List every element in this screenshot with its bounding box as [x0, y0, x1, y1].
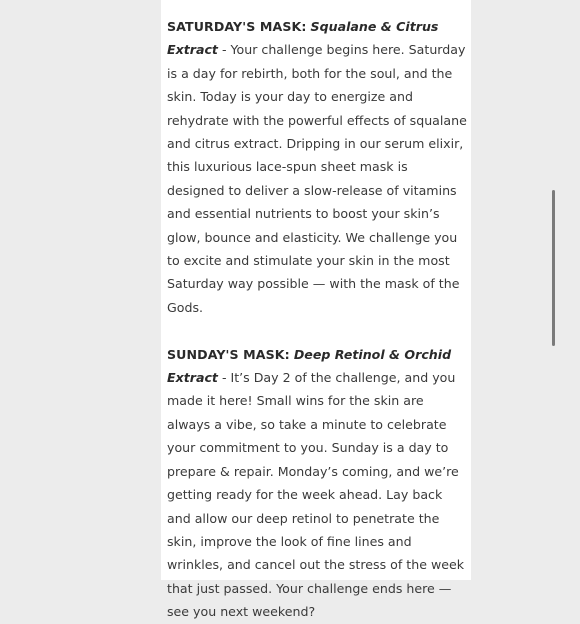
saturday-mask-name: Squalane & Citrus Extract [167, 19, 439, 58]
sunday-mask-paragraph [167, 343, 469, 624]
content-sheet [161, 0, 471, 620]
saturday-mask-paragraph [167, 15, 469, 319]
sunday-mask-name: Deep Retinol & Orchid Extract [167, 346, 452, 386]
mask-description-text [167, 15, 469, 624]
vertical-scrollbar[interactable] [552, 190, 555, 346]
saturday-mask-body: - Your challenge begins here. Saturday is a day for rebirth, both for the soul, and the skin. Today is your day to energize and rehydrate with the powerful effects of squalane and citrus extract. Dripping in our serum elixir, this luxurious lace-spun sheet mask is designed to deliver a slow-release of vitamins and essential nutrients to boost your skin’s glow, bounce and elasticity. We challenge you to excite and stimulate your skin in the most Saturday way possible — with the mask of the Gods. [167, 42, 467, 315]
saturday-mask-label: SATURDAY'S MASK: [167, 19, 307, 34]
sunday-mask-body: - It’s Day 2 of the challenge, and you made it here! Small wins for the skin are always a vibe, so take a minute to celebrate your commitment to you. Sunday is a day to prepare & repair. Monday’s coming, and we’re getting ready for the week ahead. Lay back and allow our deep retinol to penetrate the skin, improve the look of fine lines and wrinkles, and cancel out the stress of the week that just passed. Your challenge ends here — see you next weekend? [167, 370, 465, 620]
sunday-mask-label: SUNDAY'S MASK: [167, 346, 290, 362]
